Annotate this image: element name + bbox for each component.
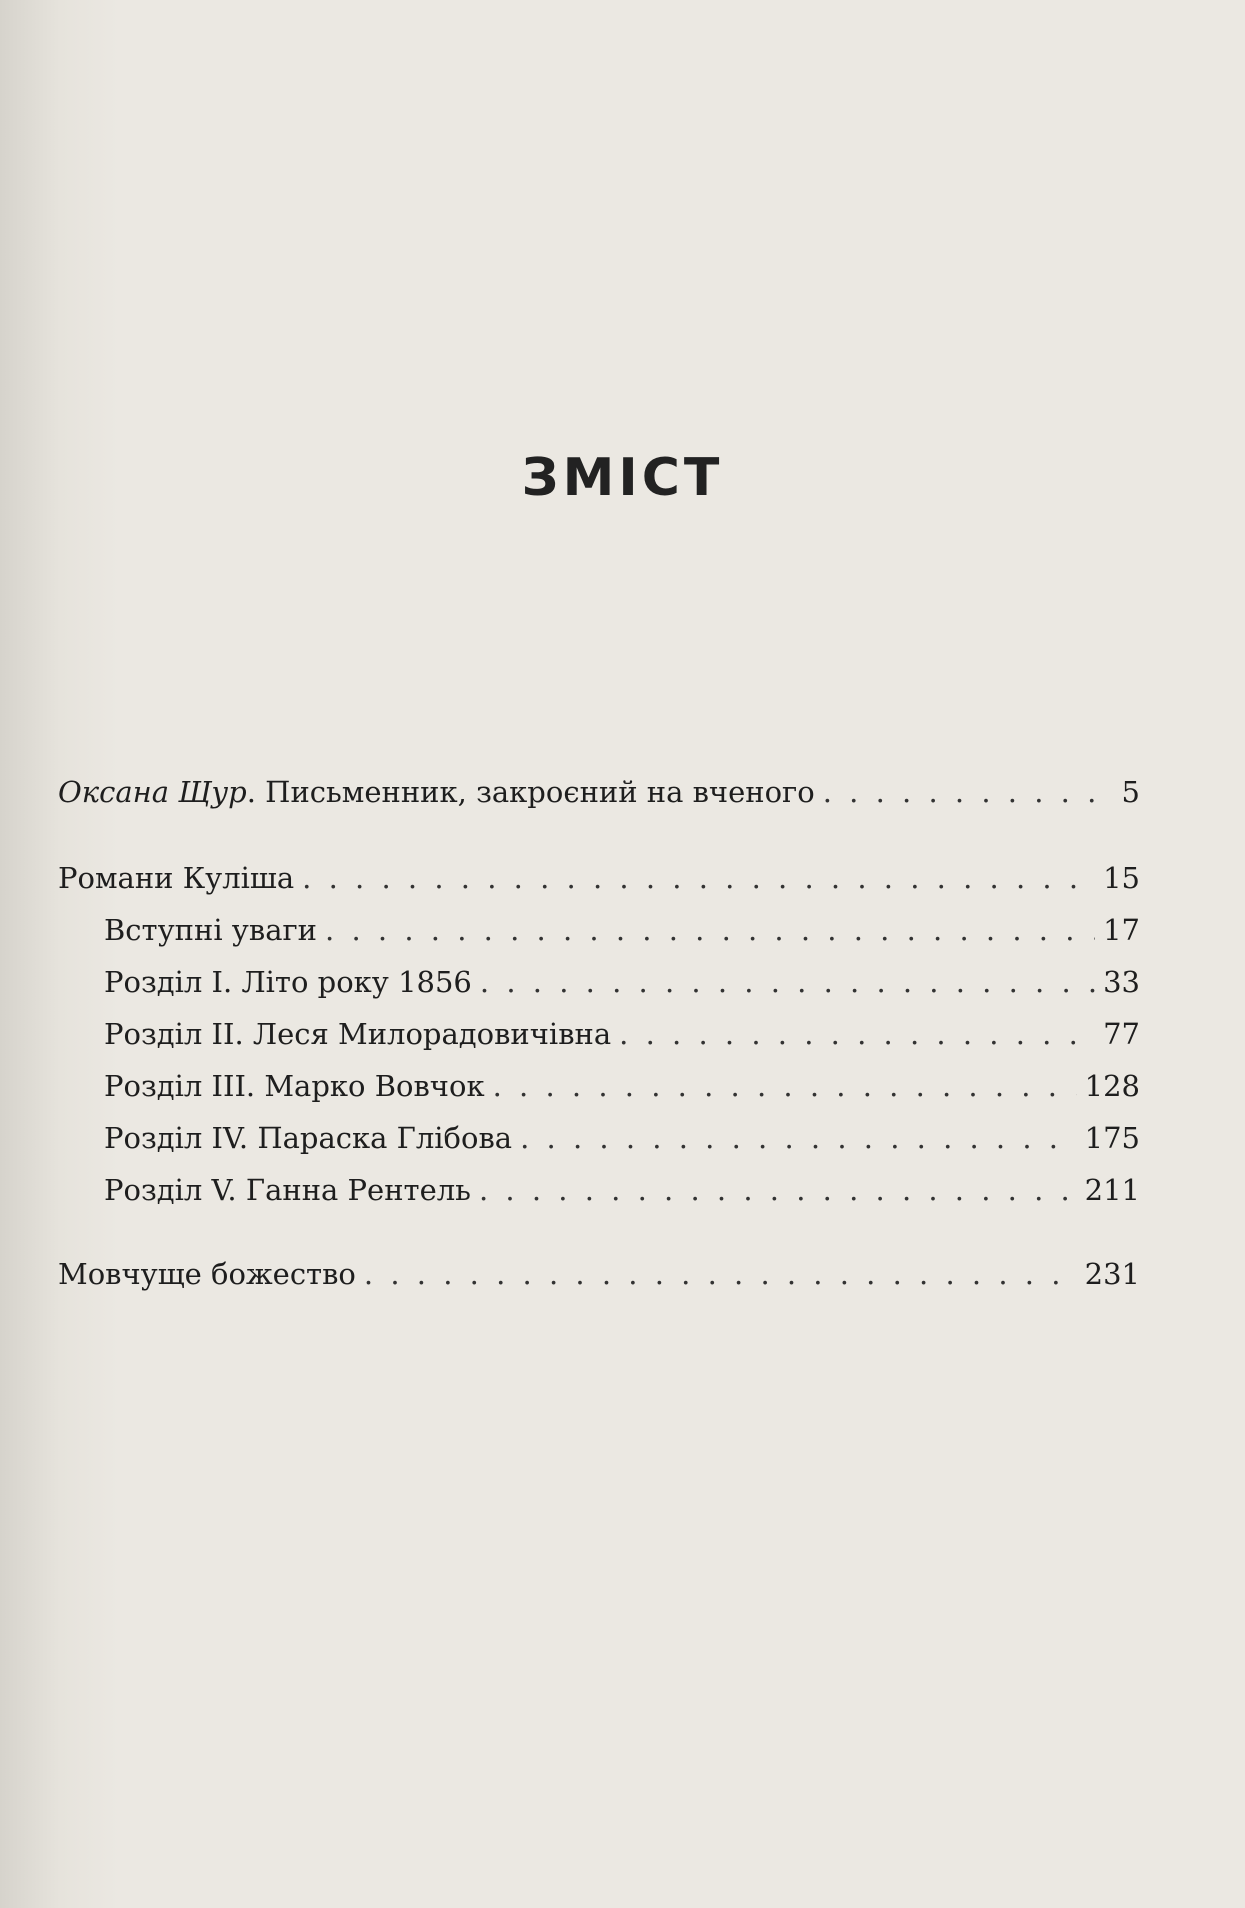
toc-entry-foreword[interactable] [58, 770, 1140, 814]
toc-entry-author: Оксана Щур [58, 775, 247, 809]
toc-entry-chapter[interactable] [104, 960, 1140, 1004]
toc-leader-dots [619, 1012, 1095, 1056]
toc-entry-title: Розділ V. Ганна Рентель [104, 1173, 471, 1207]
toc-page-number: 77 [1103, 1017, 1140, 1051]
toc-leader-dots [325, 908, 1095, 952]
toc-leader-dots [479, 1168, 1077, 1212]
toc-page-number: 175 [1084, 1121, 1140, 1155]
toc-entry-label [58, 770, 815, 814]
toc-leader-dots [480, 960, 1095, 1004]
toc-entry-title: Розділ IV. Параска Глібова [104, 1121, 513, 1155]
toc-page-number: 128 [1084, 1069, 1140, 1103]
toc-entry-chapter[interactable] [104, 1168, 1140, 1212]
toc-leader-dots [302, 856, 1095, 900]
toc-entry-title: Розділ III. Марко Вовчок [104, 1069, 485, 1103]
toc-leader-dots [493, 1064, 1077, 1108]
toc-page-number: 231 [1084, 1257, 1140, 1291]
toc-entry-title: Розділ II. Леся Милорадовичівна [104, 1017, 612, 1051]
page-title: ЗМІСТ [521, 448, 724, 508]
toc-entry-chapter[interactable] [104, 1012, 1140, 1056]
toc-page-number: 15 [1103, 861, 1140, 895]
toc-entry-part1[interactable] [58, 856, 1140, 900]
toc-entry-title: . Письменник, закроєний на вченого [246, 775, 815, 809]
toc-entry-chapter[interactable] [104, 1064, 1140, 1108]
toc-page-number: 33 [1103, 965, 1140, 999]
toc-entry-title: Вступні уваги [104, 913, 318, 947]
toc-entry-chapter[interactable] [104, 908, 1140, 952]
toc-entry-title: Мовчуще божество [58, 1257, 356, 1291]
toc-entry-part2[interactable] [58, 1252, 1140, 1296]
toc-entry-title: Романи Куліша [58, 861, 295, 895]
toc-page-number: 17 [1103, 913, 1140, 947]
toc-leader-dots [520, 1116, 1077, 1160]
toc-entry-title: Розділ I. Літо року 1856 [104, 965, 472, 999]
toc-page-number: 211 [1084, 1173, 1140, 1207]
toc-page-number: 5 [1121, 775, 1140, 809]
toc-leader-dots [823, 770, 1114, 814]
toc-entry-chapter[interactable] [104, 1116, 1140, 1160]
toc-leader-dots [364, 1252, 1077, 1296]
